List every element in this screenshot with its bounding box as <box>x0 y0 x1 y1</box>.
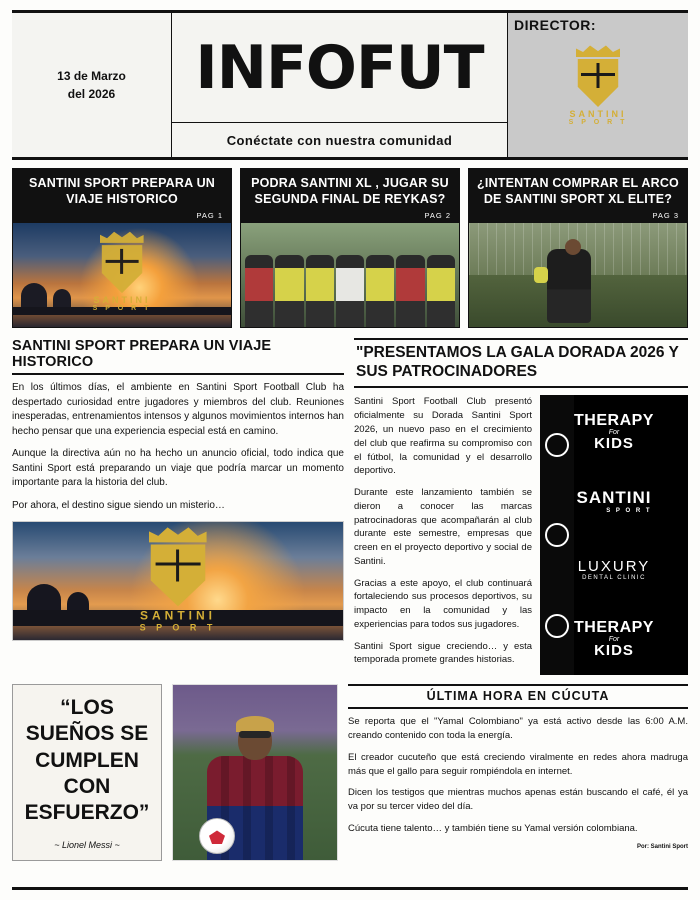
left-article-paragraph: Por ahora, el destino sigue siendo un misterio… <box>12 499 225 511</box>
teaser-page-number: PAG 1 <box>196 211 223 221</box>
right-article-paragraph: Durante este lanzamiento también se dieron a conocer las marcas patrocinadoras que acompañarán al club durante este semestre, empresas que creen en el proyecto deportivo y social de Santini. <box>354 487 532 567</box>
sponsor-logo-therapy-kids-2 <box>540 605 688 672</box>
team-group-photo <box>241 223 459 327</box>
sponsor-line-1: THERAPY <box>574 411 654 429</box>
quote-box <box>12 684 162 861</box>
teaser-page-number: PAG 2 <box>424 211 451 221</box>
director-panel <box>508 13 688 157</box>
teaser-headline: SANTINI SPORT PREPARA UN VIAJE HISTORICO <box>13 169 231 211</box>
masthead-date <box>12 13 172 157</box>
left-article-headline: SANTINI SPORT PREPARA UN VIAJE HISTORICO <box>12 338 344 375</box>
right-column <box>354 338 688 675</box>
crest-name: SANTINI <box>569 109 627 119</box>
news-paragraph: Se reporta que el "Yamal Colombiano" ya está activo desde las 6:00 A.M. creando contenido con toda la energía. <box>348 716 688 741</box>
right-article-paragraph: Gracias a este apoyo, el club continuará fortaleciendo sus procesos deportivos, su impacto en la comunidad y las experiencias para todos sus jugadores. <box>354 577 532 630</box>
player-silhouette <box>275 255 303 327</box>
sponsor-logo-santini <box>540 467 688 534</box>
news-credit: Por: Santini Sport <box>637 843 688 850</box>
masthead-center <box>172 13 508 157</box>
goalkeeper-photo <box>469 223 687 327</box>
sponsor-line-2: DENTAL CLINIC <box>582 575 646 582</box>
body-grid <box>12 338 688 675</box>
bottom-grid <box>12 684 688 861</box>
crest-subname: S P O R T <box>139 622 217 633</box>
player-hair <box>236 716 274 732</box>
santini-crest-icon <box>569 44 628 126</box>
sponsor-logo-luxury-dental <box>540 536 688 603</box>
quote-text: “LOS SUEÑOS SE CUMPLEN CON ESFUERZO” <box>24 696 150 825</box>
sponsor-line-2: S P O R T <box>606 507 652 514</box>
teaser-row <box>12 168 688 328</box>
santini-crest-icon <box>93 230 152 312</box>
sponsor-line-1: SANTINI <box>576 487 652 507</box>
masthead-subtitle: Conéctate con nuestra comunidad <box>226 132 453 148</box>
sponsor-line-1: THERAPY <box>574 618 654 636</box>
sunglasses-icon <box>239 731 271 738</box>
teaser-headline: ¿INTENTAN COMPRAR EL ARCO DE SANTINI SPORT XL ELITE? <box>469 169 687 211</box>
crest-name: SANTINI <box>93 295 151 306</box>
goalkeeper-silhouette <box>547 249 591 323</box>
teaser-card-2[interactable] <box>240 168 460 328</box>
sunset-article-photo <box>12 521 344 641</box>
masthead <box>12 10 688 160</box>
news-paragraph: Cúcuta tiene talento… y también tiene su Yamal versión colombiana. <box>348 822 638 834</box>
player-portrait-photo <box>172 684 338 861</box>
shield-icon <box>575 59 621 107</box>
player-silhouette <box>245 255 273 327</box>
players-row <box>241 249 459 327</box>
teaser-card-1[interactable] <box>12 168 232 328</box>
director-label: DIRECTOR: <box>514 17 597 33</box>
sponsor-line-3: KIDS <box>594 434 634 452</box>
left-article-paragraph: En los últimos días, el ambiente en Santini Sport Football Club ha despertado curiosidad entre jugadores y miembros del club. Reuniones inesperadas, entrenamientos intensos y algunos movimientos internos han hecho pensar que una experiencia especial está en camino. <box>12 382 344 437</box>
player-silhouette <box>306 255 334 327</box>
right-article-headline: "PRESENTAMOS LA GALA DORADA 2026 Y SUS PATROCINADORES <box>354 338 688 388</box>
quote-author: ~ Lionel Messi ~ <box>54 840 120 851</box>
sponsor-line-1: LUXURY <box>577 558 651 576</box>
right-article-paragraph: Santini Sport Football Club presentó oficialmente su Dorada Santini Sport 2026, un nuevo paso en el crecimiento del club que reafirma su compromiso con el fútbol, la comunidad y el desarrollo deportivo. <box>354 396 532 477</box>
shield-icon <box>147 544 209 606</box>
right-article-text <box>354 395 532 675</box>
teaser-headline: PODRA SANTINI XL , JUGAR SU SEGUNDA FINAL DE REYKAS? <box>241 169 459 211</box>
news-paragraph: Dicen los testigos que mientras muchos apenas están buscando el café, él ya va por su tercer video del día. <box>348 787 688 813</box>
shield-icon <box>99 245 145 293</box>
sponsor-line-3: KIDS <box>594 641 634 659</box>
player-silhouette <box>336 255 364 327</box>
crown-icon <box>100 230 144 243</box>
dome-shape-secondary <box>53 289 71 309</box>
player-silhouette <box>396 255 424 327</box>
crown-icon <box>576 44 620 57</box>
player-silhouette <box>427 255 455 327</box>
goalkeeper-glove <box>534 267 548 283</box>
teaser-card-3[interactable] <box>468 168 688 328</box>
santini-crest-icon <box>140 525 217 632</box>
news-section-title: ÚLTIMA HORA EN CÚCUTA <box>348 684 688 709</box>
crest-subname: S P O R T <box>92 305 152 313</box>
footer-divider <box>12 887 688 890</box>
sponsor-logo-therapy-kids <box>540 398 688 465</box>
dome-shape <box>21 283 47 309</box>
water-shape <box>13 315 231 327</box>
left-column <box>12 338 344 675</box>
teaser-page-number: PAG 3 <box>652 211 679 221</box>
sponsors-board-photo <box>540 395 688 675</box>
crest-subname: S P O R T <box>568 119 628 126</box>
news-column <box>348 684 688 861</box>
sponsor-line-2: For <box>608 428 620 436</box>
crown-icon <box>149 525 207 542</box>
page-title: INFOFUT <box>172 13 507 123</box>
sunset-skyline-photo <box>13 223 231 327</box>
date-line-1: 13 de Marzo <box>57 69 126 83</box>
player-silhouette <box>366 255 394 327</box>
sponsor-line-2: For <box>608 635 620 643</box>
right-article-body <box>354 395 688 675</box>
news-paragraph: El creador cucuteño que está creciendo viralmente en redes ahora madruga más que el gallo para seguir rompiéndola en internet. <box>348 751 688 777</box>
crest-name: SANTINI <box>140 608 216 623</box>
left-article-paragraph: Aunque la directiva aún no ha hecho un anuncio oficial, todo indica que Santini Sport está preparando un viaje que podría marcar un momento importante para la historia del club. <box>12 448 344 489</box>
date-line-2: del 2026 <box>67 87 116 101</box>
right-article-paragraph: Santini Sport sigue creciendo… y esta temporada promete grandes historias. <box>354 640 532 666</box>
